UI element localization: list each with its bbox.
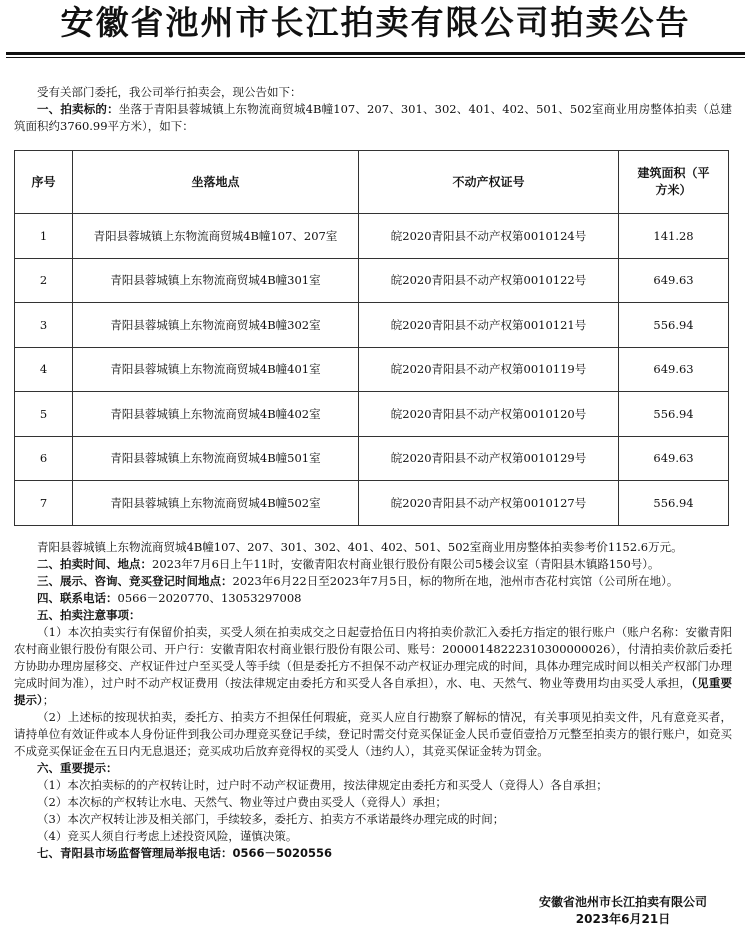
section-2-heading: 二、拍卖时间、地点： [37,557,152,571]
section-5-item-1-emphasis: （见重要提示） [14,676,733,707]
col-header-area [619,151,729,214]
section-4 [14,590,732,607]
cell-cert: 皖2020青阳县不动产权第0010121号 [359,303,619,348]
cell-area: 556.94 [619,481,729,526]
col-header-area-label: 建筑面积（平方米） [637,166,710,197]
section-6-item-3: （3）本次产权转让涉及相关部门，手续较多，委托方、拍卖方不承诺最终办理完成的时间； [37,812,505,826]
cell-area: 649.63 [619,347,729,392]
cell-no: 3 [15,303,73,348]
col-header-cert: 不动产权证号 [359,151,619,214]
cell-area: 649.63 [619,258,729,303]
section-6-heading-line [14,760,732,777]
cell-no: 4 [15,347,73,392]
cell-location: 青阳县蓉城镇上东物流商贸城4B幢301室 [73,258,359,303]
signature-date: 2023年6月21日 [575,912,671,926]
cell-cert: 皖2020青阳县不动产权第0010122号 [359,258,619,303]
section-3-heading: 三、展示、咨询、竞买登记时间地点： [37,574,233,588]
section-2 [14,556,732,573]
section-5-item-1-text: （1）本次拍卖实行有保留价拍卖，买受人须在拍卖成交之日起壹拾伍日内将拍卖价款汇入委托方指定的银行账户（账户名称：安徽青阳农村商业银行股份有限公司、开户行：安徽青阳农村商业银行股份有限公司、账号：20000148222310300000026），付清拍卖价款后委托方协助办理房屋移交、产权证件过户至买受人等手续（但是委托方不担保不动产权证办理完成的时间，具体办理完成时间以相关产权部门办理完成时间为准），过户时不动产权证费用（按法律规定由委托方和买受人各自承担），水、电、天然气、物业等费用均由买受人承担， [14,625,732,690]
signature-block [539,894,707,928]
section-3-text: 2023年6月22日至2023年7月5日，标的物所在地，池州市杏花村宾馆（公司所在地）。 [232,574,679,588]
table-row [15,392,729,437]
title-divider [6,52,745,55]
section-4-text: 0566－2020770、13053297008 [117,591,302,605]
section-6-item-1: （1）本次拍卖标的的产权转让时，过户时不动产权证费用，按法律规定由委托方和买受人（竞得人）各自承担； [37,778,608,792]
cell-cert: 皖2020青阳县不动产权第0010127号 [359,481,619,526]
section-5-item-1 [14,624,732,709]
section-3 [14,573,732,590]
title-divider-thin [6,57,745,58]
col-header-location: 坐落地点 [73,151,359,214]
section-7 [14,845,732,862]
cell-cert: 皖2020青阳县不动产权第0010120号 [359,392,619,437]
section-1 [14,101,732,135]
cell-area: 556.94 [619,303,729,348]
cell-no: 2 [15,258,73,303]
intro-text: 受有关部门委托，我公司举行拍卖会，现公告如下： [37,85,302,99]
section-5-item-1-end: ； [42,693,55,707]
section-5-heading-line [14,607,732,624]
section-6-item-4: （4）竞买人须自行考虑上述投资风险，谨慎决策。 [37,829,298,843]
cell-location: 青阳县蓉城镇上东物流商贸城4B幢107、207室 [73,214,359,259]
cell-cert: 皖2020青阳县不动产权第0010129号 [359,436,619,481]
lots-table [14,150,729,526]
cell-no: 7 [15,481,73,526]
section-1-text: 坐落于青阳县蓉城镇上东物流商贸城4B幢107、207、301、302、401、402、501、502室商业用房整体拍卖（总建筑面积约3760.99平方米），如下： [14,102,733,133]
section-6-heading: 六、重要提示： [37,761,118,775]
table-row [15,214,729,259]
cell-location: 青阳县蓉城镇上东物流商贸城4B幢401室 [73,347,359,392]
cell-no: 5 [15,392,73,437]
table-row [15,436,729,481]
col-header-no: 序号 [15,151,73,214]
section-7-heading: 七、青阳县市场监督管理局举报电话： [37,846,233,860]
cell-location: 青阳县蓉城镇上东物流商贸城4B幢501室 [73,436,359,481]
table-row [15,258,729,303]
table-header-row [15,151,729,214]
section-5-item-2: （2）上述标的按现状拍卖，委托方、拍卖方不担保任何瑕疵，竞买人应自行勘察了解标的情况，有关事项见拍卖文件，凡有意竞买者，请持单位有效证件或本人身份证件到我公司办理竞买登记手续，登记时需交付竞买保证金人民币壹佰壹拾万元整至拍卖方的银行账户，如竞买不成竞买保证金在五日内无息退还；竞买成功后放弃竞得权的买受人（违约人），其竞买保证金转为罚金。 [14,710,732,758]
cell-area: 556.94 [619,392,729,437]
section-6-item-2: （2）本次标的产权转让水电、天然气、物业等过户费由买受人（竞得人）承担； [37,795,447,809]
reference-price: 青阳县蓉城镇上东物流商贸城4B幢107、207、301、302、401、402、501、502室商业用房整体拍卖参考价1152.6万元。 [37,540,683,554]
signature-company: 安徽省池州市长江拍卖有限公司 [538,895,707,909]
section-4-heading: 四、联系电话： [37,591,118,605]
cell-location: 青阳县蓉城镇上东物流商贸城4B幢302室 [73,303,359,348]
cell-location: 青阳县蓉城镇上东物流商贸城4B幢502室 [73,481,359,526]
section-7-text: 0566－5020556 [232,846,333,860]
cell-location: 青阳县蓉城镇上东物流商贸城4B幢402室 [73,392,359,437]
cell-cert: 皖2020青阳县不动产权第0010124号 [359,214,619,259]
page-title: 安徽省池州市长江拍卖有限公司拍卖公告 [60,3,691,42]
cell-area: 649.63 [619,436,729,481]
cell-area: 141.28 [619,214,729,259]
section-2-text: 2023年7月6日上午11时，安徽青阳农村商业银行股份有限公司5楼会议室（青阳县木镇路150号）。 [152,557,660,571]
cell-cert: 皖2020青阳县不动产权第0010119号 [359,347,619,392]
section-1-heading: 一、拍卖标的： [37,102,119,116]
table-row [15,303,729,348]
notice-body [14,539,732,862]
table-row [15,347,729,392]
table-row [15,481,729,526]
cell-no: 1 [15,214,73,259]
cell-no: 6 [15,436,73,481]
section-5-heading: 五、拍卖注意事项： [37,608,141,622]
intro-block [14,84,732,135]
